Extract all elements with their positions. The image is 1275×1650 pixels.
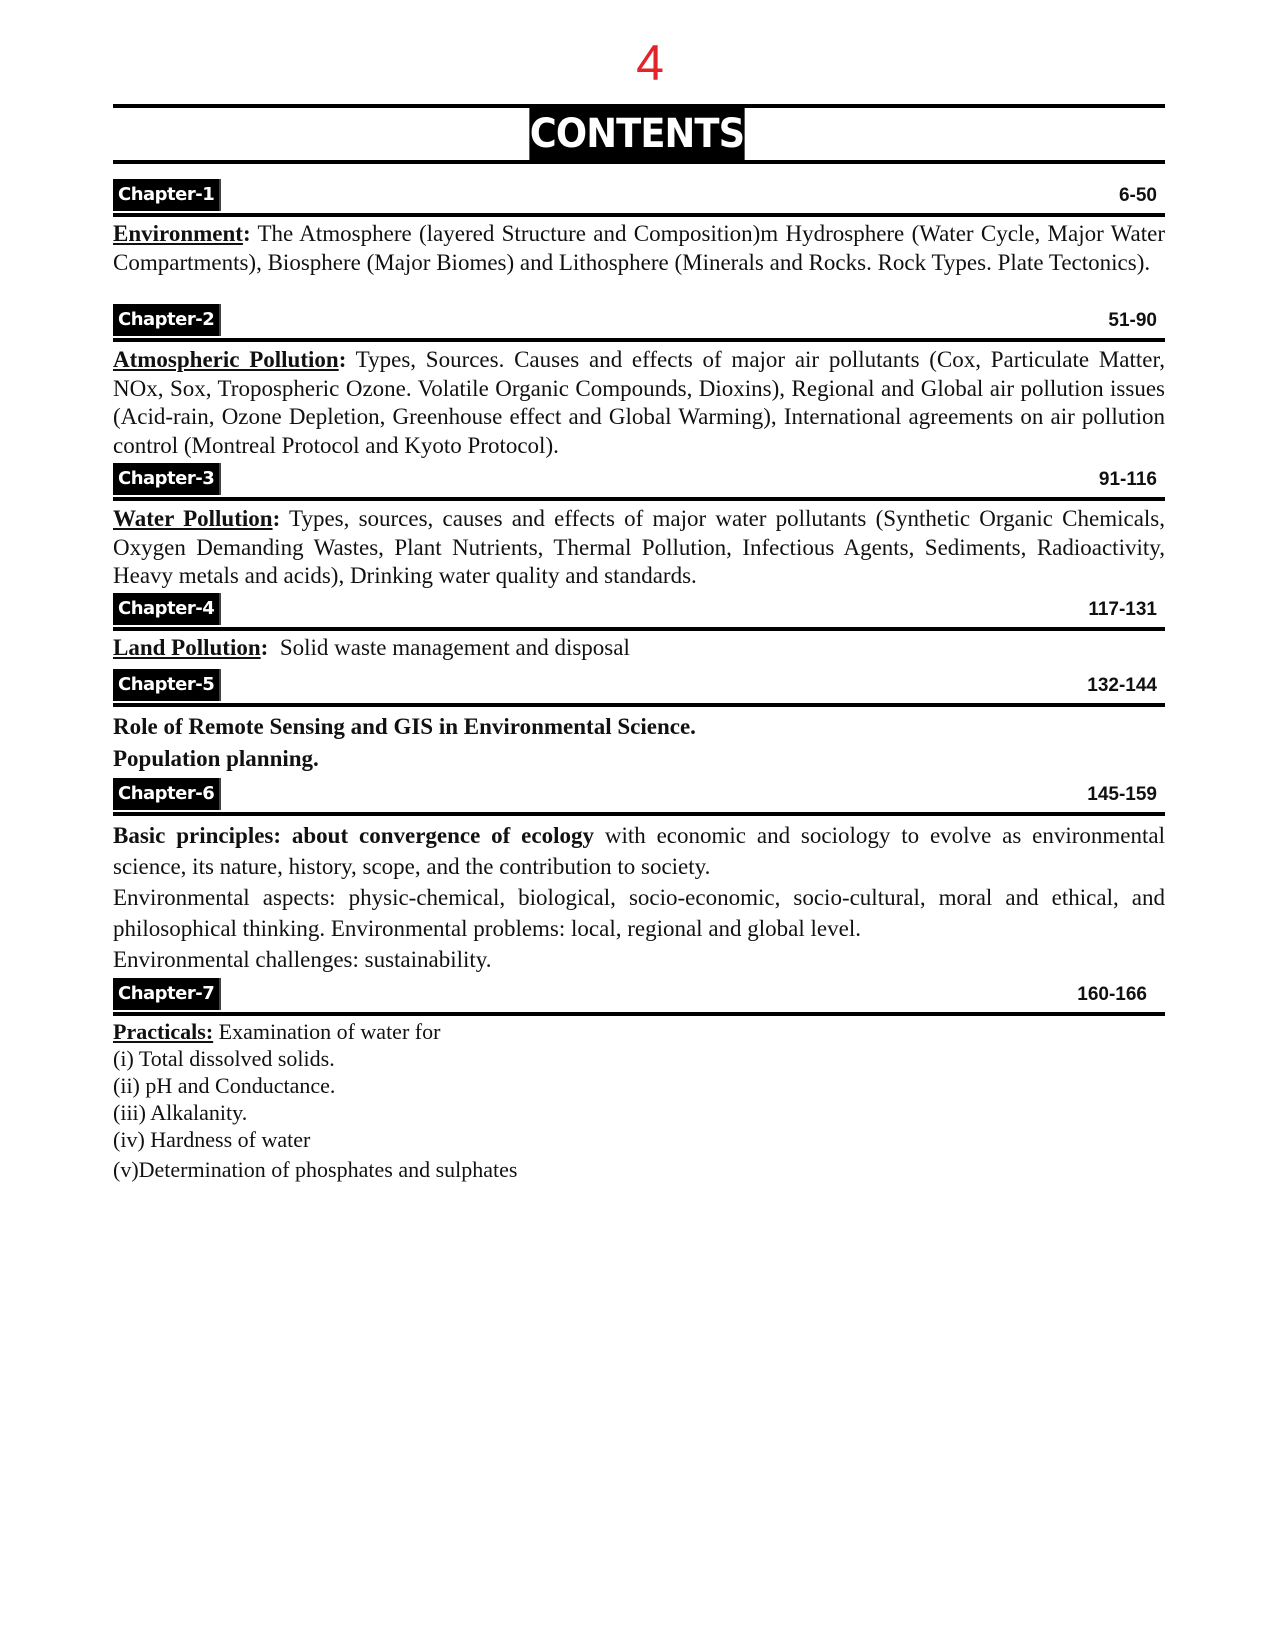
chapter-label: Chapter-7 — [113, 978, 221, 1010]
chapter-pages: 160-166 — [1077, 984, 1147, 1005]
topic-colon: : — [338, 347, 347, 372]
chapter-pages: 132-144 — [1087, 675, 1157, 696]
chapter-1 — [113, 179, 1165, 277]
chapter-topic: Practicals: — [113, 1019, 214, 1044]
practical-item: (ii) pH and Conductance. — [113, 1073, 336, 1098]
chapter-label: Chapter-3 — [113, 463, 221, 495]
chapter-line: Population planning. — [113, 746, 319, 771]
practical-item: (i) Total dissolved solids. — [113, 1046, 335, 1071]
chapter-label: Chapter-4 — [113, 593, 221, 625]
chapter-pages: 91-116 — [1098, 469, 1157, 490]
chapter-rule — [113, 338, 1165, 342]
chapter-5 — [113, 669, 1165, 775]
chapter-2 — [113, 304, 1165, 460]
topic-colon: : — [272, 506, 281, 531]
chapter-pages: 145-159 — [1087, 784, 1157, 805]
contents-title: CONTENTS — [529, 104, 744, 164]
chapter-rule — [113, 497, 1165, 501]
chapter-pages: 6-50 — [1118, 185, 1157, 206]
practical-item: (iv) Hardness of water — [113, 1127, 311, 1152]
topic-colon: : — [260, 635, 269, 660]
chapter-rule — [113, 627, 1165, 631]
chapter-text: Types, sources, causes and effects of major water pollutants (Synthetic Organic Chemicals, Oxygen Demanding Wastes, Plant Nutrients, Thermal Pollution, Infectious Agents, Sediments, Radioactivity, Heavy metals and acids), Drinking water quality and standards. — [113, 506, 1165, 588]
chapter-label: Chapter-6 — [113, 778, 221, 810]
chapter-description — [113, 505, 1165, 591]
practical-item: (iii) Alkalanity. — [113, 1100, 248, 1125]
chapter-topic: Land Pollution — [113, 635, 261, 660]
chapter-pages: 117-131 — [1088, 599, 1157, 620]
chapter-topic: Water Pollution — [113, 506, 273, 531]
chapter-topic: Atmospheric Pollution — [113, 347, 339, 372]
chapter-label: Chapter-2 — [113, 304, 221, 336]
chapter-description — [113, 220, 1165, 277]
chapter-6 — [113, 778, 1165, 975]
page-number: 4 — [636, 35, 664, 91]
chapter-text: with economic and sociology to evolve as environmental science, its nature, history, scope, and the contribution to society. — [113, 823, 1165, 879]
practical-item: (v)Determination of phosphates and sulphates — [113, 1157, 518, 1182]
chapter-7 — [113, 978, 1165, 1183]
chapter-text: Solid waste management and disposal — [268, 635, 630, 660]
chapter-rule — [113, 812, 1165, 816]
chapter-text: The Atmosphere (layered Structure and Composition)m Hydrosphere (Water Cycle, Major Water Compartments), Biosphere (Major Biomes) and Lithosphere (Minerals and Rocks. Rock Types. Plate Tectonics). — [113, 221, 1165, 275]
chapter-description — [113, 711, 1165, 775]
chapter-description — [113, 634, 1165, 663]
chapter-text: Examination of water for — [213, 1019, 441, 1044]
chapter-description — [113, 1018, 1165, 1183]
chapter-topic: Environment — [113, 221, 243, 246]
chapter-rule — [113, 703, 1165, 707]
chapter-rule — [113, 1012, 1165, 1016]
chapter-3 — [113, 463, 1165, 591]
chapter-line: Role of Remote Sensing and GIS in Environmental Science. — [113, 714, 696, 739]
chapter-line: Environmental aspects: physic-chemical, biological, socio-economic, socio-cultural, moral and ethical, and philosophical thinking. Environmental problems: local, regional and global level. — [113, 885, 1165, 941]
chapter-pages: 51-90 — [1108, 310, 1157, 331]
chapter-rule — [113, 213, 1165, 217]
chapter-4 — [113, 593, 1165, 663]
chapter-line: Environmental challenges: sustainability. — [113, 947, 492, 972]
chapter-label: Chapter-1 — [113, 179, 221, 211]
chapter-description — [113, 346, 1165, 460]
topic-colon: : — [242, 221, 251, 246]
chapter-label: Chapter-5 — [113, 669, 221, 701]
chapter-text: Types, Sources. Causes and effects of major air pollutants (Cox, Particulate Matter, NOx, Sox, Tropospheric Ozone. Volatile Organic Compounds, Dioxins), Regional and Global air pollution issues (Acid-rain, Ozone Depletion, Greenhouse effect and Global Warming), International agreements on air pollution control (Montreal Protocol and Kyoto Protocol). — [113, 347, 1165, 458]
chapter-bold-lead: Basic principles: about convergence of ecology — [113, 823, 594, 848]
chapter-description — [113, 820, 1165, 975]
